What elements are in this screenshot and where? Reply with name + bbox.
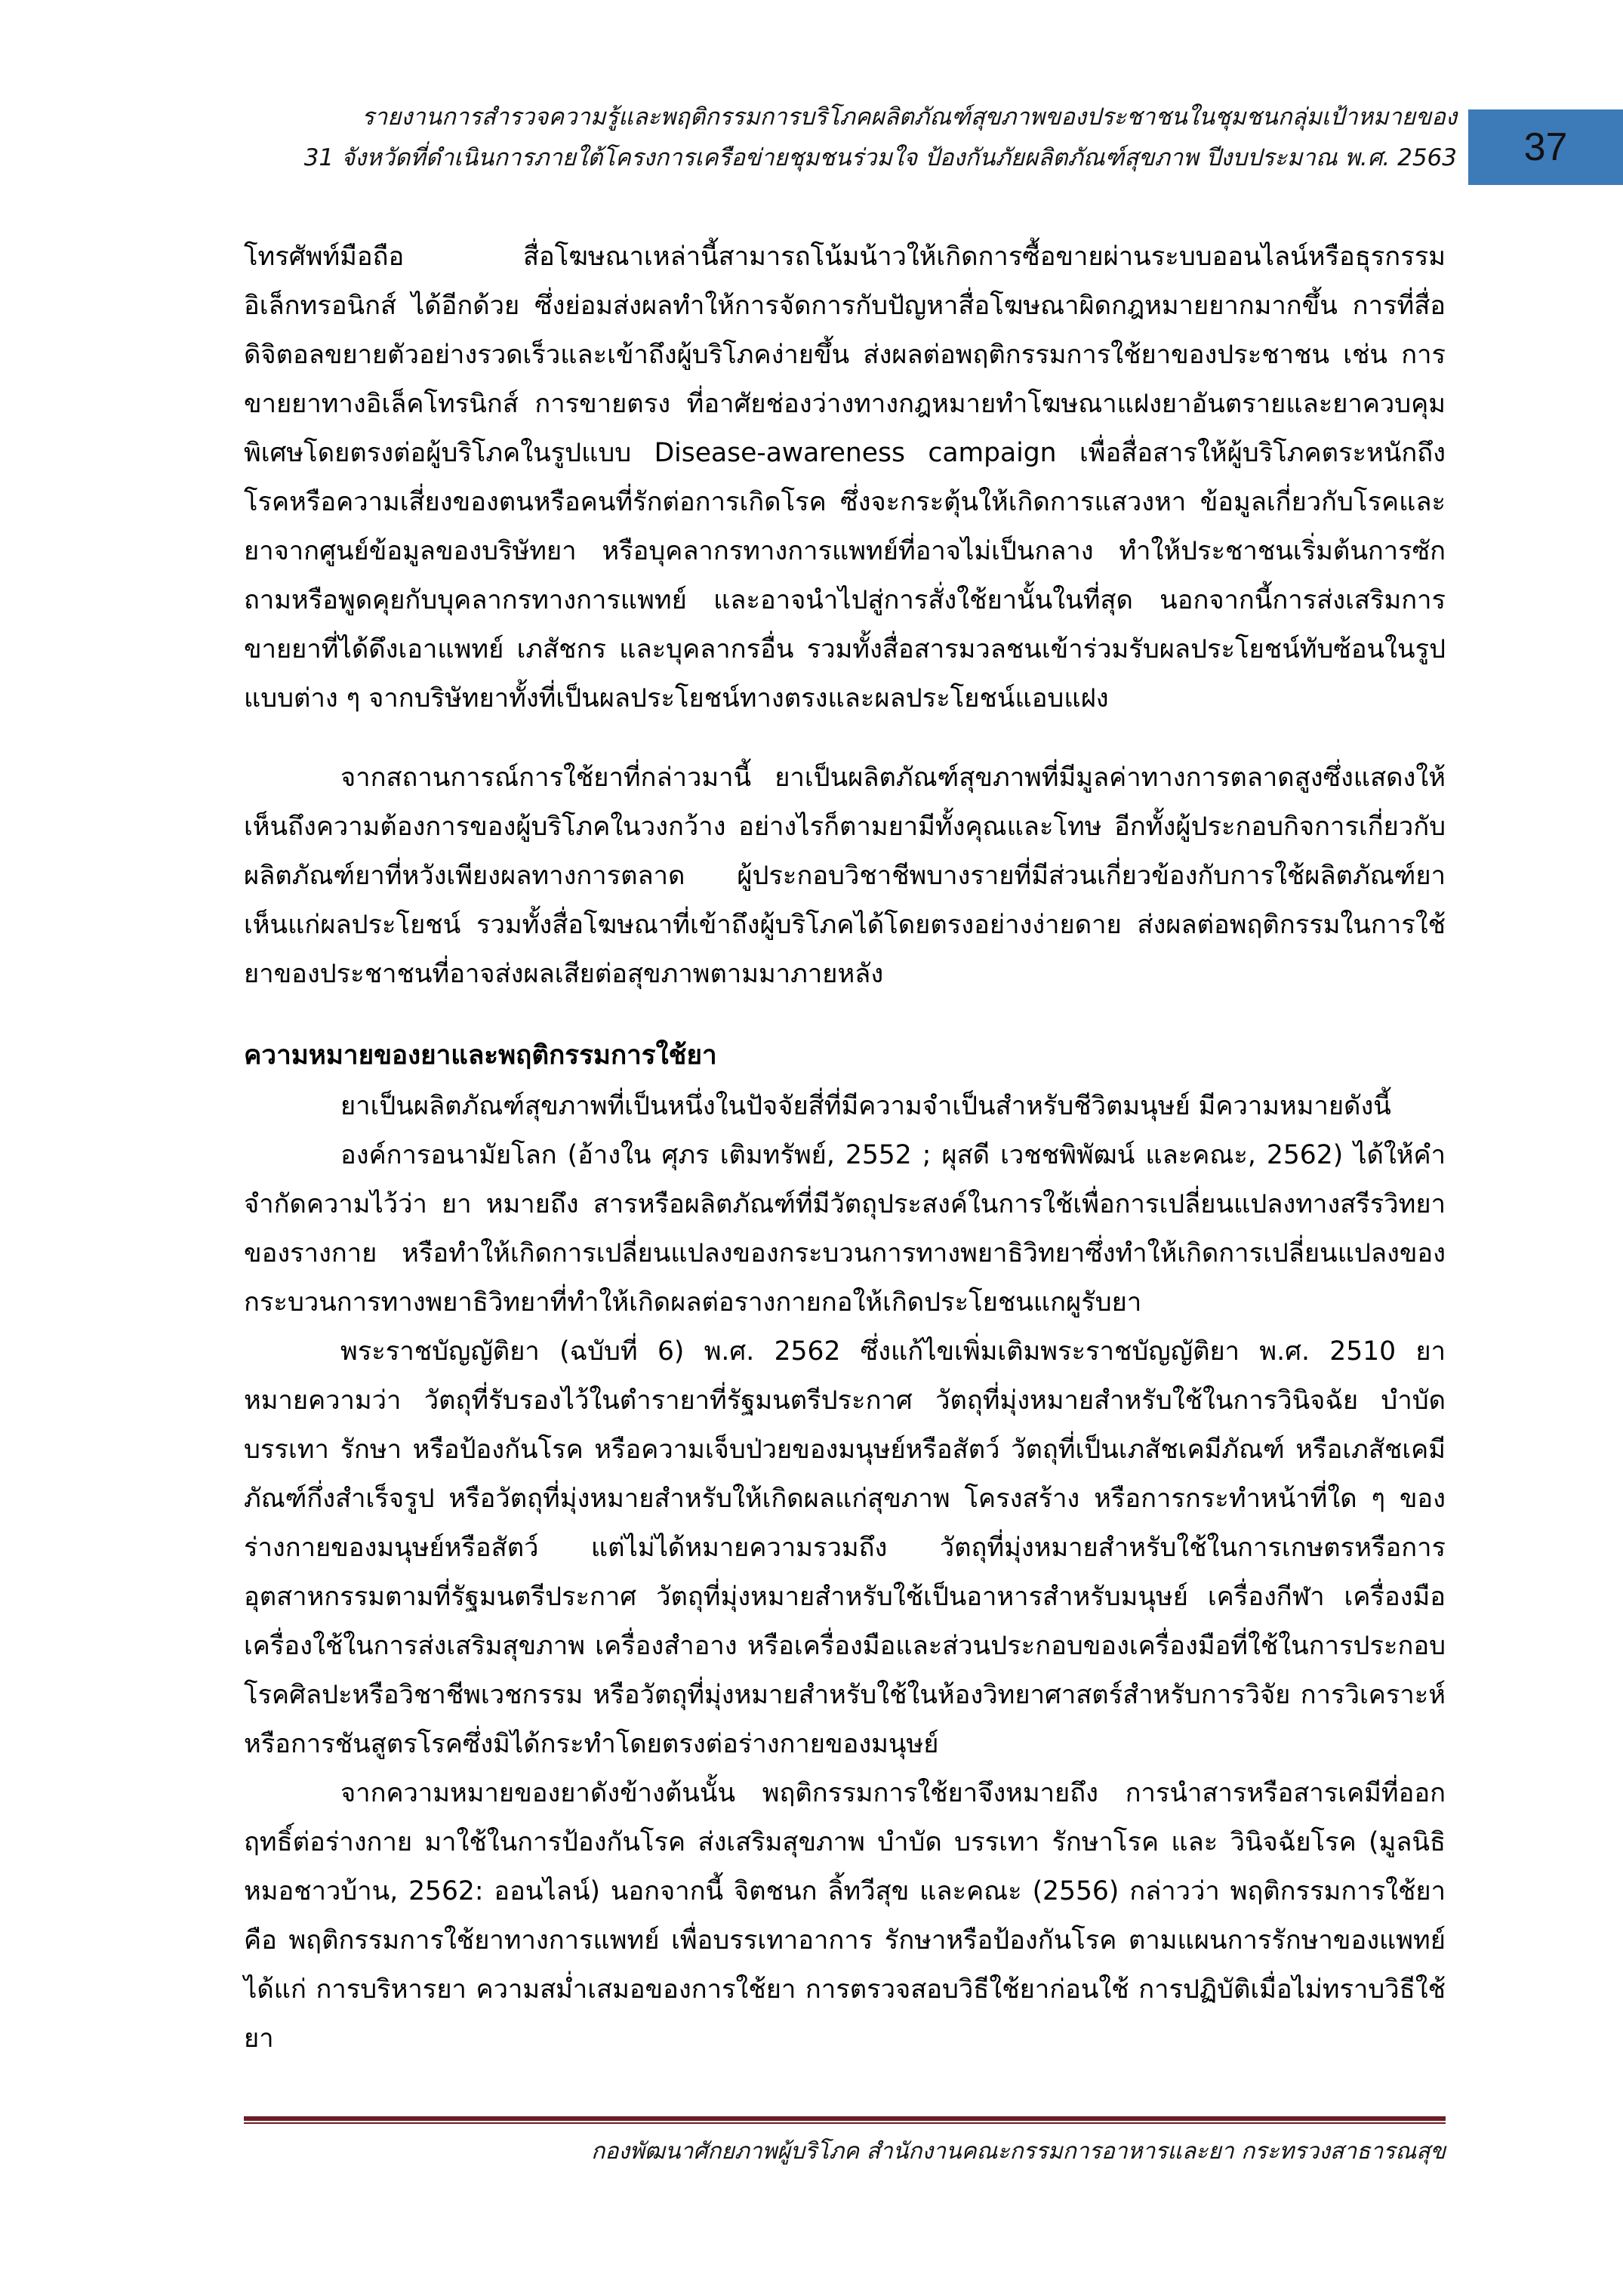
- paragraph-3: ยาเป็นผลิตภัณฑ์สุขภาพที่เป็นหนึ่งในปัจจัยสี่ที่มีความจำเป็นสำหรับชีวิตมนุษย์ มีความหมายดังนี้: [340, 1091, 1391, 1121]
- footer-divider: [244, 2116, 1446, 2124]
- running-footer: กองพัฒนาศักยภาพผู้บริโภค สำนักงานคณะกรรมการอาหารและยา กระทรวงสาธารณสุข: [591, 2138, 1446, 2165]
- paragraph-2: จากสถานการณ์การใช้ยาที่กล่าวมานี้ ยาเป็นผลิตภัณฑ์สุขภาพที่มีมูลค่าทางการตลาดสูงซึ่งแสดงให้เห็นถึงความต้องการของผู้บริโภคในวงกว้าง อย่างไรก็ตามยามีทั้งคุณและโทษ อีกทั้งผู้ประกอบกิจการเกี่ยวกับผลิตภัณฑ์ยาที่หวังเพียงผลทางการตลาด ผู้ประกอบวิชาชีพบางรายที่มีส่วนเกี่ยวข้องกับการใช้ผลิตภัณฑ์ยาเห็นแก่ผลประโยชน์ รวมทั้งสื่อโฆษณาที่เข้าถึงผู้บริโภคได้โดยตรงอย่างง่ายดาย ส่งผลต่อพฤติกรรมในการใช้ยาของประชาชนที่อาจส่งผลเสียต่อสุขภาพตามมาภายหลัง: [244, 763, 1446, 989]
- paragraph-6: จากความหมายของยาดังข้างต้นนั้น พฤติกรรมการใช้ยาจึงหมายถึง การนำสารหรือสารเคมีที่ออกฤทธิ์ต่อร่างกาย มาใช้ในการป้องกันโรค ส่งเสริมสุขภาพ บำบัด บรรเทา รักษาโรค และ วินิจฉัยโรค (มูลนิธิหมอชาวบ้าน, 2562: ออนไลน์) นอกจากนี้ จิตชนก ลิ้ทวีสุข และคณะ (2556) กล่าวว่า พฤติกรรมการใช้ยาคือ พฤติกรรมการใช้ยาทางการแพทย์ เพื่อบรรเทาอาการ รักษาหรือป้องกันโรค ตามแผนการรักษาของแพทย์ ได้แก่ การบริหารยา ความสม่ำเสมอของการใช้ยา การตรวจสอบวิธีใช้ยาก่อนใช้ การปฏิบัติเมื่อไม่ทราบวิธีใช้ยา: [244, 1778, 1446, 2054]
- section-heading: ความหมายของยาและพฤติกรรมการใช้ยา: [244, 1040, 717, 1071]
- paragraph-5: พระราชบัญญัติยา (ฉบับที่ 6) พ.ศ. 2562 ซึ่งแก้ไขเพิ่มเติมพระราชบัญญัติยา พ.ศ. 2510 ยา หมายความว่า วัตถุที่รับรองไว้ในตำรายาที่รัฐมนตรีประกาศ วัตถุที่มุ่งหมายสำหรับใช้ในการวินิจฉัย บำบัด บรรเทา รักษา หรือป้องกันโรค หรือความเจ็บป่วยของมนุษย์หรือสัตว์ วัตถุที่เป็นเภสัชเคมีภัณฑ์ หรือเภสัชเคมีภัณฑ์กึ่งสำเร็จรูป หรือวัตถุที่มุ่งหมายสำหรับให้เกิดผลแก่สุขภาพ โครงสร้าง หรือการกระทำหน้าที่ใด ๆ ของร่างกายของมนุษย์หรือสัตว์ แต่ไม่ได้หมายความรวมถึง วัตถุที่มุ่งหมายสำหรับใช้ในการเกษตรหรือการอุตสาหกรรมตามที่รัฐมนตรีประกาศ วัตถุที่มุ่งหมายสำหรับใช้เป็นอาหารสำหรับมนุษย์ เครื่องกีฬา เครื่องมือเครื่องใช้ในการส่งเสริมสุขภาพ เครื่องสำอาง หรือเครื่องมือและส่วนประกอบของเครื่องมือที่ใช้ในการประกอบโรคศิลปะหรือวิชาชีพเวชกรรม หรือวัตถุที่มุ่งหมายสำหรับใช้ในห้องวิทยาศาสตร์สำหรับการวิจัย การวิเคราะห์ หรือการชันสูตรโรคซึ่งมิได้กระทำโดยตรงต่อร่างกายของมนุษย์: [244, 1336, 1446, 1759]
- running-header: [113, 97, 1457, 178]
- header-line-2: 31 จังหวัดที่ดำเนินการภายใต้โครงการเครือข่ายชุมชนร่วมใจ ป้องกันภัยผลิตภัณฑ์สุขภาพ ปีงบประมาณ พ.ศ. 2563: [303, 144, 1457, 171]
- page-body: [244, 233, 1446, 2063]
- page-number-badge: 37: [1468, 109, 1623, 185]
- header-line-1: รายงานการสำรวจความรู้และพฤติกรรมการบริโภคผลิตภัณฑ์สุขภาพของประชาชนในชุมชนกลุ่มเป้าหมายของ: [362, 103, 1457, 131]
- paragraph-4: องค์การอนามัยโลก (อ้างใน ศุภร เติมทรัพย์, 2552 ; ผุสดี เวชชพิพัฒน์ และคณะ, 2562) ได้ให้คำจำกัดความไว้ว่า ยา หมายถึง สารหรือผลิตภัณฑ์ที่มีวัตถุประสงค์ในการใช้เพื่อการเปลี่ยนแปลงทางสรีรวิทยาของรางกาย หรือทำให้เกิดการเปลี่ยนแปลงของกระบวนการทางพยาธิวิทยาซึ่งทำให้เกิดการเปลี่ยนแปลงของกระบวนการทางพยาธิวิทยาที่ทำให้เกิดผลต่อรางกายกอให้เกิดประโยชนแกผูรับยา: [244, 1140, 1446, 1318]
- paragraph-1: โทรศัพท์มือถือ สื่อโฆษณาเหล่านี้สามารถโน้มน้าวให้เกิดการซื้อขายผ่านระบบออนไลน์หรือธุรกรรมอิเล็กทรอนิกส์ ได้อีกด้วย ซึ่งย่อมส่งผลทำให้การจัดการกับปัญหาสื่อโฆษณาผิดกฎหมายยากมากขึ้น การที่สื่อดิจิตอลขยายตัวอย่างรวดเร็วและเข้าถึงผู้บริโภคง่ายขึ้น ส่งผลต่อพฤติกรรมการใช้ยาของประชาชน เช่น การขายยาทางอิเล็คโทรนิกส์ การขายตรง ที่อาศัยช่องว่างทางกฎหมายทำโฆษณาแฝงยาอันตรายและยาควบคุมพิเศษโดยตรงต่อผู้บริโภคในรูปแบบ Disease-awareness campaign เพื่อสื่อสารให้ผู้บริโภคตระหนักถึงโรคหรือความเสี่ยงของตนหรือคนที่รักต่อการเกิดโรค ซึ่งจะกระตุ้นให้เกิดการแสวงหา ข้อมูลเกี่ยวกับโรคและยาจากศูนย์ข้อมูลของบริษัทยา หรือบุคลากรทางการแพทย์ที่อาจไม่เป็นกลาง ทำให้ประชาชนเริ่มต้นการซักถามหรือพูดคุยกับบุคลากรทางการแพทย์ และอาจนำไปสู่การสั่งใช้ยานั้นในที่สุด นอกจากนี้การส่งเสริมการขายยาที่ได้ดึงเอาแพทย์ เภสัชกร และบุคลากรอื่น รวมทั้งสื่อสารมวลชนเข้าร่วมรับผลประโยชน์ทับซ้อนในรูปแบบต่าง ๆ จากบริษัทยาทั้งที่เป็นผลประโยชน์ทางตรงและผลประโยชน์แอบแฝง: [244, 242, 1446, 713]
